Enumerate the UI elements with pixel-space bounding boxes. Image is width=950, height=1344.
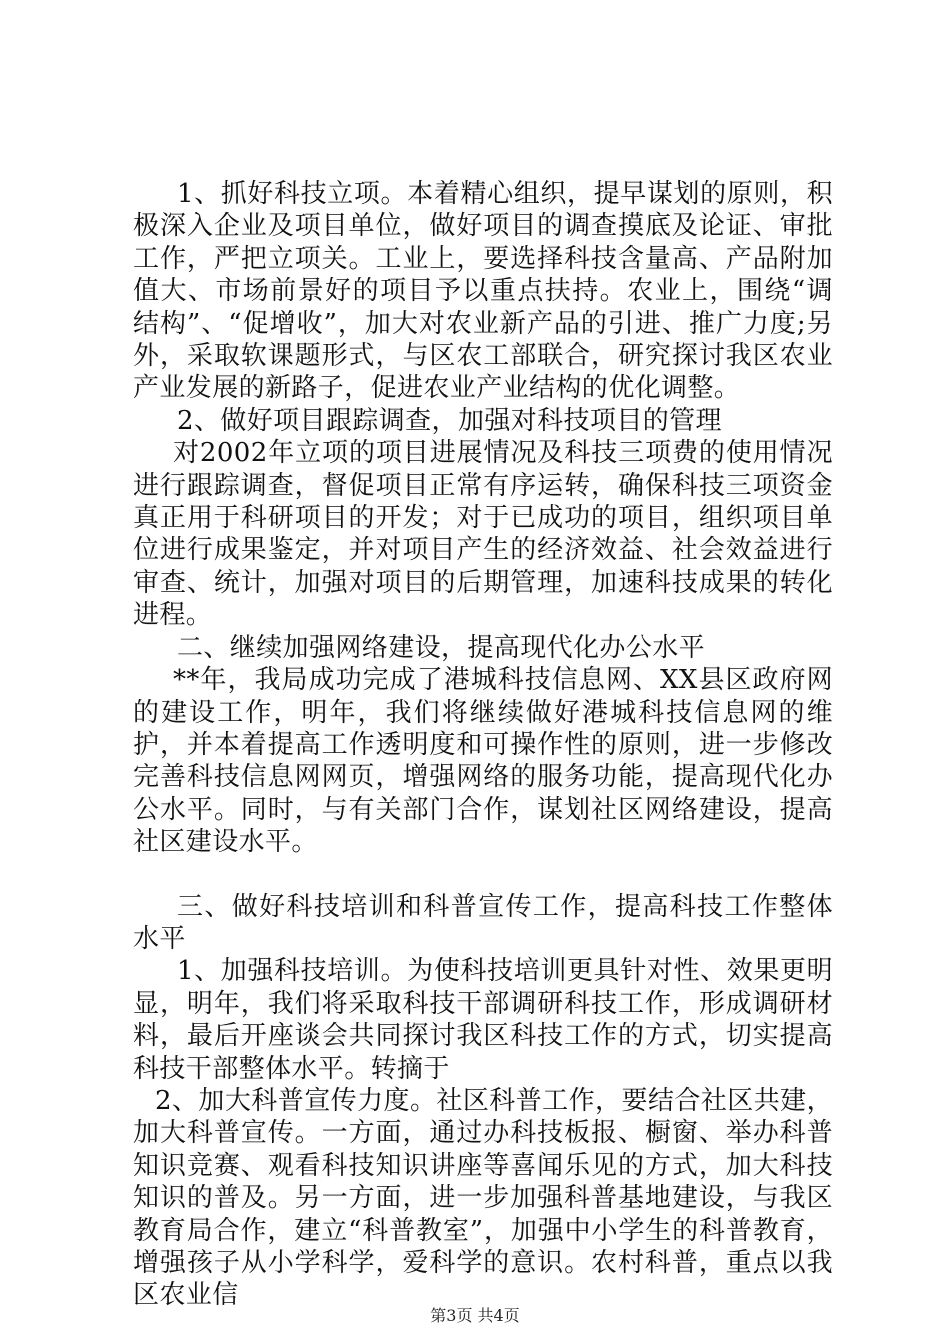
page-number-footer: 第3页 共4页 bbox=[430, 1306, 520, 1325]
paragraph-science-training: 1、加强科技培训。为使科技培训更具针对性、效果更明显，明年，我们将采取科技干部调研科技工作，形成调研材料，最后开座谈会共同探讨我区科技工作的方式，切实提高科技干部整体水平。转摘于 bbox=[133, 956, 833, 1084]
document-body bbox=[133, 178, 833, 1312]
paragraph-project-tracking-body: 对2002年立项的项目进展情况及科技三项费的使用情况进行跟踪调查，督促项目正常有序运转，确保科技三项资金真正用于科研项目的开发；对于已成功的项目，组织项目单位进行成果鉴定，并对项目产生的经济效益、社会效益进行审查、统计，加强对项目的后期管理，加速科技成果的转化进程。 bbox=[133, 438, 833, 631]
paragraph-project-tracking-heading: 2、做好项目跟踪调查，加强对科技项目的管理 bbox=[177, 405, 722, 436]
paragraph-science-project-approval: 1、抓好科技立项。本着精心组织，提早谋划的原则，积极深入企业及项目单位，做好项目的调查摸底及论证、审批工作，严把立项关。工业上，要选择科技含量高、产品附加值大、市场前景好的项目予以重点扶持。农业上，围绕“调结构”、“促增收”，加大对农业新产品的引进、推广力度;另外，采取软课题形式，与区农工部联合，研究探讨我区农业产业发展的新路子，促进农业产业结构的优化调整。 bbox=[133, 179, 833, 404]
paragraph-science-outreach: 2、加大科普宣传力度。社区科普工作，要结合社区共建，加大科普宣传。一方面，通过办科技板报、橱窗、举办科普知识竞赛、观看科技知识讲座等喜闻乐见的方式，加大科技知识的普及。另一方面，进一步加强科普基地建设，与我区教育局合作，建立“科普教室”，加强中小学生的科普教育，增强孩子从小学科学，爱科学的意识。农村科普，重点以我区农业信 bbox=[133, 1085, 833, 1311]
section-heading-training-and-outreach: 三、做好科技培训和科普宣传工作，提高科技工作整体水平 bbox=[133, 891, 833, 954]
section-heading-network-construction: 二、继续加强网络建设，提高现代化办公水平 bbox=[177, 632, 706, 663]
paragraph-spacer bbox=[133, 859, 833, 891]
paragraph-network-construction-body: **年，我局成功完成了港城科技信息网、XX县区政府网的建设工作，明年，我们将继续做好港城科技信息网的维护，并本着提高工作透明度和可操作性的原则，进一步修改完善科技信息网网页，增强网络的服务功能，提高现代化办公水平。同时，与有关部门合作，谋划社区网络建设，提高社区建设水平。 bbox=[133, 665, 833, 858]
